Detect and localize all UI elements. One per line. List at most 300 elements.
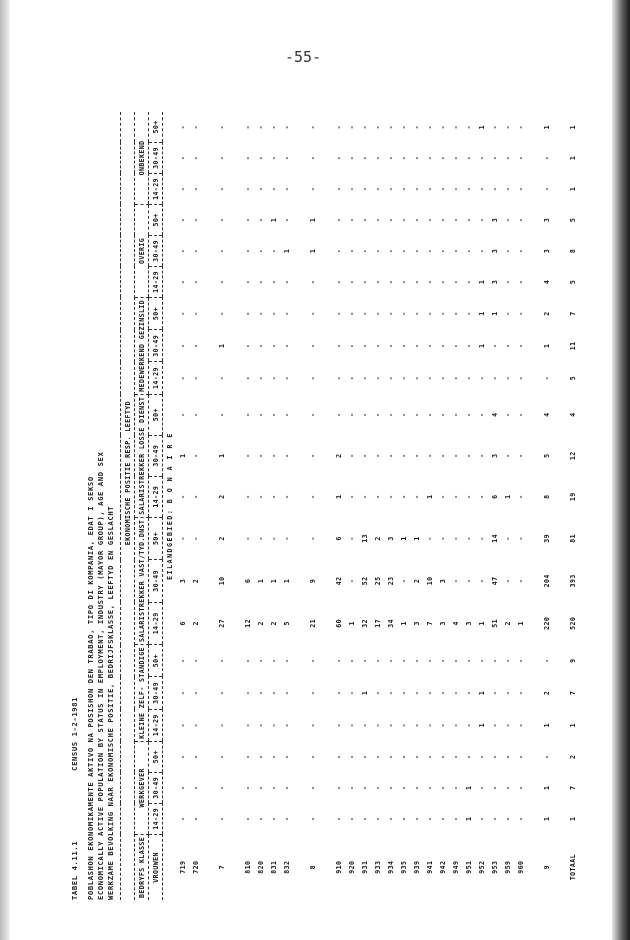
cell-value: 2 [217, 536, 226, 541]
cell-value: - [464, 186, 473, 192]
cell-value: - [490, 343, 499, 349]
cell-value: - [191, 186, 200, 192]
cell-value: 3 [490, 248, 499, 254]
cell-value: - [412, 186, 421, 192]
cell-value: - [334, 816, 343, 821]
cell-value: 32 [360, 618, 369, 628]
cell-value: - [464, 536, 473, 541]
cell-value: - [178, 311, 187, 316]
cell-value: - [347, 754, 356, 759]
cell-value: - [542, 186, 551, 192]
row-label: 942 [438, 860, 447, 874]
cell-value: 2 [191, 578, 200, 584]
cell-value: - [334, 155, 343, 161]
cell-value: - [438, 785, 447, 790]
cell-value: - [464, 690, 473, 696]
cell-value: - [178, 248, 187, 254]
cell-value: - [399, 343, 408, 349]
cell-value: - [464, 217, 473, 223]
cell-value: - [503, 248, 512, 254]
cell-value: - [282, 453, 291, 458]
cell-value: - [386, 311, 395, 316]
cell-value: - [477, 754, 486, 759]
age-band-header: 50+ [149, 204, 163, 235]
cell-value: - [308, 690, 317, 696]
cell-value: 6 [178, 621, 187, 626]
cell-value: - [269, 536, 278, 541]
cell-value: - [438, 279, 447, 285]
cell-value: - [217, 785, 226, 790]
cell-value: - [347, 690, 356, 696]
cell-value: - [347, 279, 356, 285]
cell-value: - [399, 311, 408, 316]
cell-value: 10 [217, 576, 226, 586]
cell-value: 8 [568, 248, 577, 254]
cell-value: - [516, 343, 525, 349]
cell-value: - [347, 578, 356, 584]
cell-value: - [347, 658, 356, 663]
cell-value: - [438, 494, 447, 499]
cell-value: - [451, 690, 460, 696]
cell-value: 1 [568, 186, 577, 192]
cell-value: - [334, 412, 343, 417]
cell-value: - [451, 723, 460, 728]
cell-value: - [412, 690, 421, 696]
cell-value: - [386, 248, 395, 254]
cell-value: - [347, 343, 356, 349]
cell-value: - [490, 690, 499, 696]
cell-value: - [191, 723, 200, 728]
cell-value: - [334, 723, 343, 728]
cell-value: - [360, 248, 369, 254]
cell-value: - [347, 217, 356, 223]
cell-value: - [503, 155, 512, 161]
table-title-block [70, 80, 116, 900]
cell-value: - [399, 658, 408, 663]
cell-value: - [191, 453, 200, 458]
cell-value: - [425, 690, 434, 696]
cell-value: - [503, 658, 512, 663]
row-label: 939 [412, 860, 421, 874]
cell-value: - [308, 311, 317, 316]
table-row [267, 112, 280, 900]
cell-value: - [438, 816, 447, 821]
cell-value: - [243, 375, 252, 381]
title-english: ECONOMICALLY ACTIVE POPULATION BY STATUS IN EMPLOYMENT, INDUSTRY (MAYOR GROUP), AGE AND SEX [96, 451, 105, 900]
cell-value: - [438, 248, 447, 254]
cell-value: - [282, 375, 291, 381]
cell-value: 1 [477, 125, 486, 130]
cell-value: 1 [308, 248, 317, 254]
cell-value: - [516, 578, 525, 584]
cell-value: - [334, 690, 343, 696]
cell-value: 1 [542, 125, 551, 130]
cell-value: - [477, 658, 486, 663]
cell-value: 1 [464, 785, 473, 790]
cell-value: 1 [477, 621, 486, 626]
age-band-header: 50+ [149, 297, 163, 329]
cell-value: - [373, 494, 382, 499]
cell-value: - [308, 186, 317, 192]
cell-value: - [386, 453, 395, 458]
cell-value: - [425, 816, 434, 821]
group-header: SALARISTREKKER LOSSE DIENST [135, 394, 149, 517]
cell-value: - [412, 723, 421, 728]
cell-value: - [438, 658, 447, 663]
cell-value: - [451, 412, 460, 417]
cell-value: 4 [451, 621, 460, 626]
cell-value: 1 [490, 311, 499, 316]
table-row [488, 112, 501, 900]
cell-value: - [217, 412, 226, 417]
cell-value: 3 [464, 621, 473, 626]
cell-value: - [542, 658, 551, 663]
row-label: 931 [360, 860, 369, 874]
cell-value: - [373, 311, 382, 316]
cell-value: 2 [373, 536, 382, 541]
cell-value: - [191, 816, 200, 821]
cell-value: - [425, 311, 434, 316]
cell-value: - [516, 311, 525, 316]
cell-value: - [269, 343, 278, 349]
cell-value: - [282, 279, 291, 285]
table-row [254, 112, 267, 900]
cell-value: - [334, 279, 343, 285]
cell-value: 5 [282, 621, 291, 626]
cell-value: - [217, 248, 226, 254]
cell-value: - [243, 217, 252, 223]
cell-value: - [386, 494, 395, 499]
cell-value: - [503, 279, 512, 285]
cell-value: - [178, 343, 187, 349]
table-row [176, 112, 189, 900]
cell-value: - [178, 658, 187, 663]
cell-value: - [425, 723, 434, 728]
cell-value: - [178, 125, 187, 130]
cell-value: - [269, 816, 278, 821]
cell-value: - [451, 311, 460, 316]
cell-value: - [464, 248, 473, 254]
age-band-header: 50+ [149, 645, 163, 677]
cell-value: 1 [269, 217, 278, 223]
table-row [332, 112, 345, 900]
cell-value: - [256, 125, 265, 130]
cell-value: 7 [568, 690, 577, 696]
cell-value: 5 [542, 453, 551, 458]
cell-value: - [347, 723, 356, 728]
cell-value: 2 [334, 453, 343, 458]
table-row [514, 112, 527, 900]
cell-value: 1 [542, 785, 551, 790]
cell-value: - [282, 125, 291, 130]
cell-value: - [178, 723, 187, 728]
cell-value: - [373, 723, 382, 728]
cell-value: - [191, 125, 200, 130]
cell-value: 1 [464, 816, 473, 821]
cell-value: 1 [568, 125, 577, 130]
row-label: 920 [347, 860, 356, 874]
cell-value: - [178, 754, 187, 759]
cell-value: - [269, 311, 278, 316]
cell-value: - [464, 343, 473, 349]
cell-value: - [256, 248, 265, 254]
cell-value: 3 [542, 217, 551, 223]
cell-value: - [191, 343, 200, 349]
cell-value: - [477, 785, 486, 790]
cell-value: - [477, 155, 486, 161]
cell-value: - [243, 690, 252, 696]
cell-value: - [269, 690, 278, 696]
cell-value: - [282, 217, 291, 223]
cell-value: - [477, 248, 486, 254]
cell-value: - [256, 217, 265, 223]
cell-value: 1 [282, 248, 291, 254]
age-band-header: 30-49 [149, 772, 163, 803]
cell-value: - [425, 155, 434, 161]
cell-value: - [191, 536, 200, 541]
cell-value: - [243, 723, 252, 728]
table-row [189, 112, 202, 900]
cell-value: - [412, 658, 421, 663]
cell-value: - [451, 754, 460, 759]
cell-value: 3 [490, 217, 499, 223]
cell-value: - [347, 248, 356, 254]
cell-value: - [282, 658, 291, 663]
cell-value: - [399, 723, 408, 728]
cell-value: - [269, 785, 278, 790]
row-spacer [202, 112, 215, 900]
cell-value: - [399, 125, 408, 130]
cell-value: - [516, 658, 525, 663]
cell-value: - [243, 412, 252, 417]
cell-value: - [282, 311, 291, 316]
cell-value: 1 [269, 578, 278, 584]
cell-value: - [490, 375, 499, 381]
cell-value: - [451, 248, 460, 254]
cell-value: - [451, 343, 460, 349]
cell-value: - [347, 186, 356, 192]
cell-value: - [490, 658, 499, 663]
cell-value: - [334, 186, 343, 192]
cell-value: - [477, 375, 486, 381]
cell-value: - [464, 453, 473, 458]
cell-value: - [412, 217, 421, 223]
row-spacer [228, 112, 241, 900]
cell-value: - [243, 186, 252, 192]
cell-value: - [373, 279, 382, 285]
cell-value: 34 [386, 618, 395, 628]
cell-value: 204 [542, 574, 551, 588]
cell-value: - [451, 375, 460, 381]
cell-value: 1 [256, 578, 265, 584]
cell-value: - [191, 279, 200, 285]
cell-value: - [217, 375, 226, 381]
cell-value: - [360, 494, 369, 499]
cell-value: - [386, 155, 395, 161]
cell-value: - [464, 155, 473, 161]
row-label: 951 [464, 860, 473, 874]
cell-value: - [347, 311, 356, 316]
cell-value: 1 [334, 494, 343, 499]
cell-value: - [399, 816, 408, 821]
cell-value: - [399, 186, 408, 192]
cell-value: 1 [477, 723, 486, 728]
row-header-bedryfsklasse: BEDRYFS KLASSE [137, 836, 146, 898]
cell-value: 1 [477, 690, 486, 696]
cell-value: - [503, 816, 512, 821]
cell-value: 1 [412, 536, 421, 541]
cell-value: - [360, 186, 369, 192]
age-band-header: 50+ [149, 741, 163, 772]
cell-value: 60 [334, 618, 343, 628]
cell-value: - [425, 754, 434, 759]
cell-value: - [308, 453, 317, 458]
cell-value: 1 [360, 690, 369, 696]
table-row [384, 112, 397, 900]
cell-value: - [217, 186, 226, 192]
cell-value: - [464, 412, 473, 417]
age-band-header: 30-49 [149, 330, 163, 362]
cell-value: - [503, 453, 512, 458]
cell-value: - [399, 412, 408, 417]
cell-value: - [282, 690, 291, 696]
cell-value: - [269, 248, 278, 254]
cell-value: 1 [477, 279, 486, 285]
cell-value: 1 [217, 453, 226, 458]
cell-value: - [360, 723, 369, 728]
cell-value: - [425, 536, 434, 541]
cell-value: - [425, 279, 434, 285]
cell-value: - [464, 125, 473, 130]
cell-value: - [347, 816, 356, 821]
table-row [475, 112, 488, 900]
cell-value: - [438, 155, 447, 161]
table-row [501, 112, 514, 900]
cell-value: - [243, 343, 252, 349]
cell-value: - [256, 311, 265, 316]
cell-value: - [269, 375, 278, 381]
cell-value: 10 [425, 576, 434, 586]
cell-value: - [477, 186, 486, 192]
cell-value: 3 [490, 279, 499, 285]
cell-value: - [399, 155, 408, 161]
cell-value: - [490, 816, 499, 821]
page-number: -55- [285, 48, 322, 66]
cell-value: - [217, 279, 226, 285]
cell-value: - [412, 375, 421, 381]
table-row [306, 112, 319, 900]
cell-value: - [373, 343, 382, 349]
cell-value: - [399, 494, 408, 499]
cell-value: 2 [568, 754, 577, 759]
row-label: 959 [503, 860, 512, 874]
cell-value: 1 [425, 494, 434, 499]
cell-value: - [347, 453, 356, 458]
table-row [215, 112, 228, 900]
rotated-page-content [70, 80, 577, 900]
cell-value: - [217, 155, 226, 161]
age-band-header: 14-29 [149, 173, 163, 204]
cell-value: - [178, 494, 187, 499]
cell-value: - [269, 453, 278, 458]
cell-value: - [360, 375, 369, 381]
table-row [540, 112, 553, 900]
table-row [280, 112, 293, 900]
cell-value: - [464, 723, 473, 728]
cell-value: 6 [490, 494, 499, 499]
cell-value: - [256, 453, 265, 458]
cell-value: - [386, 690, 395, 696]
cell-value: - [256, 754, 265, 759]
cell-value: - [334, 658, 343, 663]
cell-value: - [386, 186, 395, 192]
cell-value: - [464, 311, 473, 316]
cell-value: - [308, 412, 317, 417]
cell-value: 3 [386, 536, 395, 541]
cell-value: - [438, 217, 447, 223]
row-label: 941 [425, 860, 434, 874]
cell-value: - [256, 785, 265, 790]
cell-value: 52 [360, 576, 369, 586]
cell-value: 1 [477, 343, 486, 349]
row-label: 719 [178, 860, 187, 874]
cell-value: - [412, 494, 421, 499]
cell-value: - [334, 375, 343, 381]
cell-value: 5 [568, 217, 577, 223]
cell-value: - [451, 279, 460, 285]
cell-value: - [516, 375, 525, 381]
cell-value: - [503, 690, 512, 696]
cell-value: - [386, 785, 395, 790]
cell-value: 1 [347, 621, 356, 626]
cell-value: - [399, 217, 408, 223]
row-label: 933 [373, 860, 382, 874]
cell-value: - [360, 279, 369, 285]
cell-value: - [503, 217, 512, 223]
cell-value: 4 [542, 279, 551, 285]
cell-value: - [425, 453, 434, 458]
cell-value: - [217, 754, 226, 759]
cell-value: - [464, 375, 473, 381]
cell-value: - [217, 217, 226, 223]
row-header-vrouwen: VROUWEN [149, 834, 163, 900]
cell-value: 1 [542, 723, 551, 728]
cell-value: 9 [308, 578, 317, 584]
cell-value: 3 [178, 578, 187, 584]
cell-value: - [451, 155, 460, 161]
row-label: TOTAAL [568, 854, 577, 881]
cell-value: - [282, 754, 291, 759]
cell-value: - [256, 279, 265, 285]
cell-value: - [516, 494, 525, 499]
cell-value: - [516, 248, 525, 254]
age-band-header: 50+ [149, 517, 163, 559]
cell-value: - [386, 723, 395, 728]
cell-value: - [412, 816, 421, 821]
cell-value: - [412, 155, 421, 161]
cell-value: 3 [490, 453, 499, 458]
cell-value: - [386, 816, 395, 821]
cell-value: - [373, 453, 382, 458]
cell-value: 2 [542, 311, 551, 316]
cell-value: - [399, 375, 408, 381]
cell-value: 81 [568, 534, 577, 543]
cell-value: - [425, 248, 434, 254]
cell-value: - [360, 754, 369, 759]
row-label: 832 [282, 860, 291, 874]
age-band-header: 30-49 [149, 560, 163, 602]
cell-value: - [477, 816, 486, 821]
